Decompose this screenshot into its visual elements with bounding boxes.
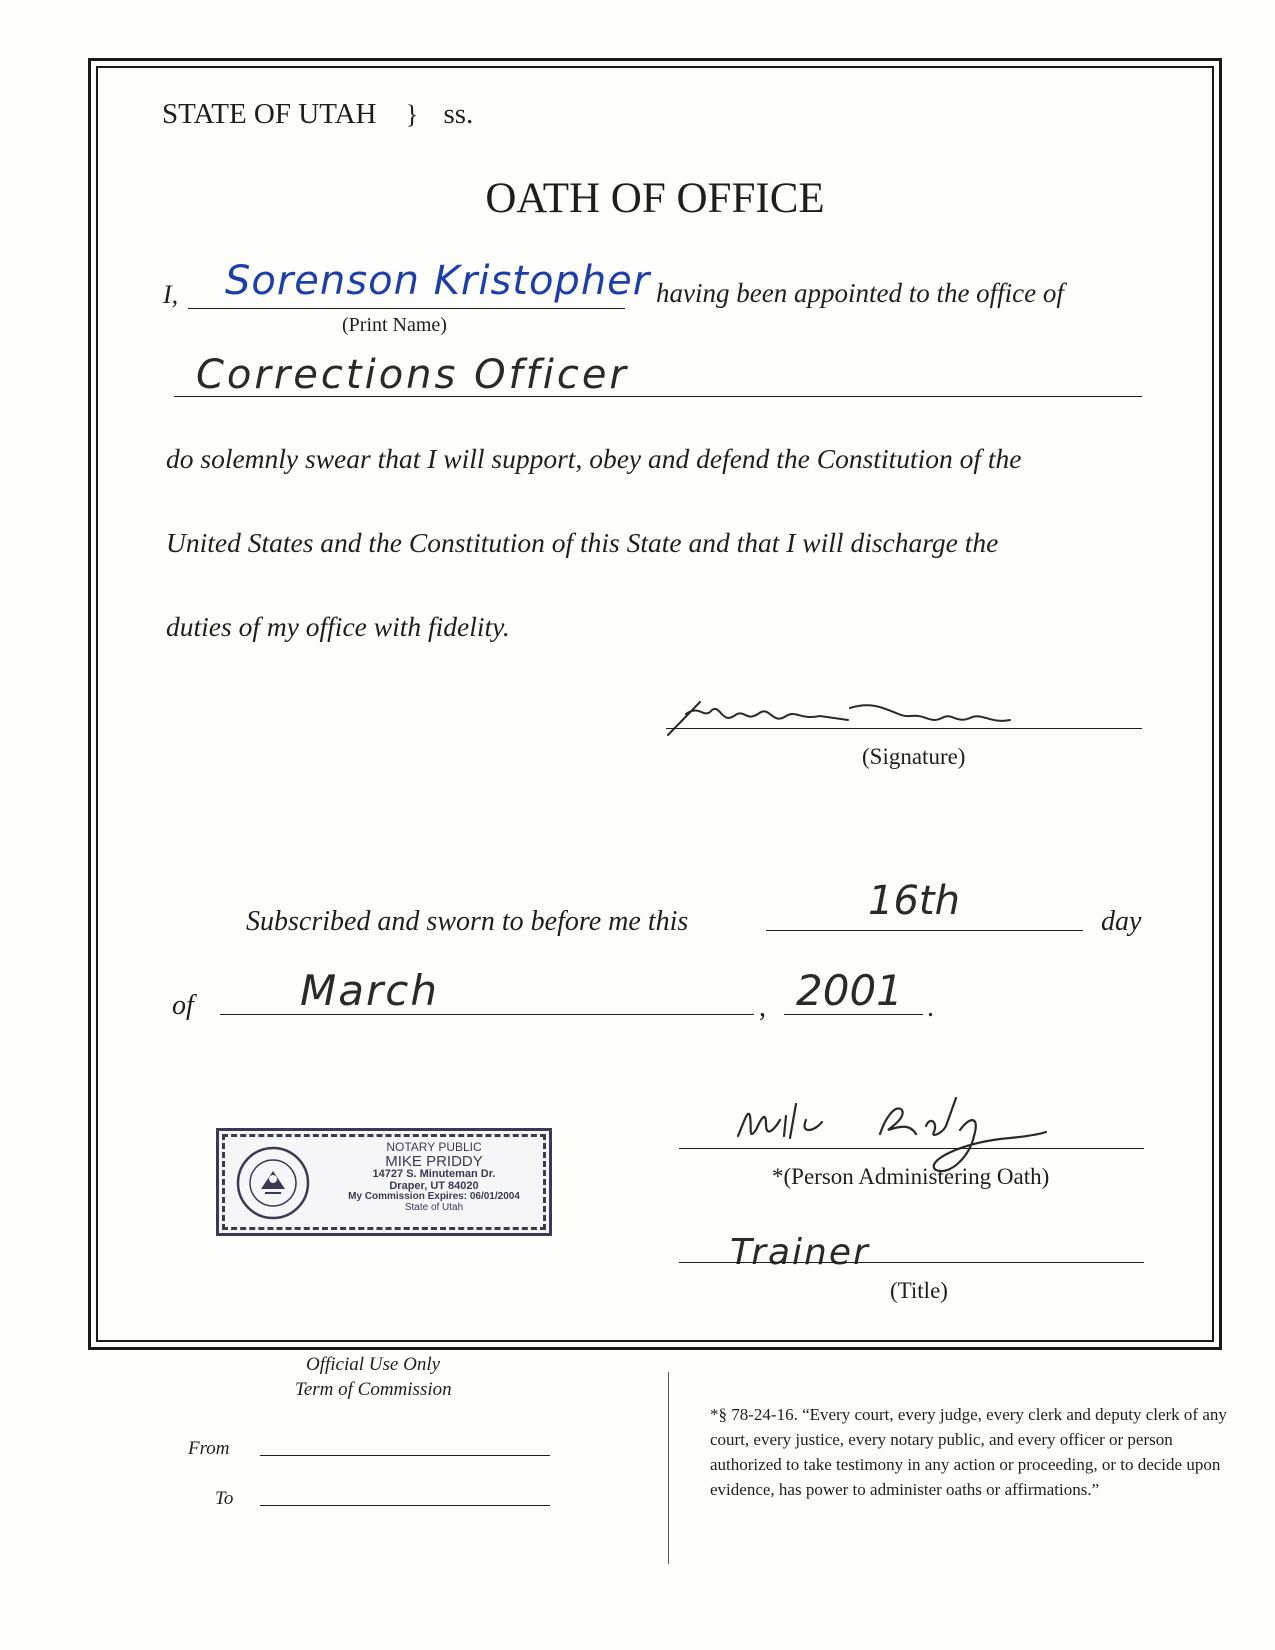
section-divider — [668, 1372, 669, 1564]
print-name-line — [188, 308, 625, 309]
administering-label: *(Person Administering Oath) — [772, 1164, 1050, 1189]
administering-line — [679, 1148, 1144, 1149]
term-of-commission-heading: Term of Commission — [295, 1379, 452, 1400]
office-value: Corrections Officer — [196, 352, 629, 398]
oath-taker-signature — [660, 690, 1040, 745]
from-label: From — [188, 1438, 230, 1459]
stamp-address-1: 14727 S. Minuteman Dr. — [372, 1168, 496, 1181]
month-value: March — [300, 966, 439, 1015]
month-comma: , — [759, 992, 766, 1023]
print-name-value: Sorenson Kristopher — [225, 258, 651, 304]
stamp-title: NOTARY PUBLIC — [386, 1140, 482, 1154]
stamp-commission: My Commission Expires: 06/01/2004 — [348, 1191, 520, 1203]
state-label: STATE OF UTAH — [162, 98, 377, 130]
i-label: I, — [163, 280, 179, 309]
signature-label: (Signature) — [862, 744, 966, 769]
to-label: To — [215, 1488, 234, 1509]
ss-label: ss. — [443, 98, 474, 130]
stamp-state: State of Utah — [404, 1201, 464, 1213]
oath-body-line-3: duties of my office with fidelity. — [166, 611, 510, 642]
oath-body-line-1: do solemnly swear that I will support, obey and defend the Constitution of the — [166, 443, 1022, 474]
title-label: (Title) — [890, 1278, 948, 1303]
signature-line — [666, 728, 1142, 729]
title-line — [679, 1262, 1144, 1263]
notary-stamp — [216, 1128, 552, 1236]
stamp-name: MIKE PRIDDY — [385, 1152, 483, 1170]
stamp-address-2: Draper, UT 84020 — [389, 1179, 479, 1192]
page-title: OATH OF OFFICE — [485, 175, 825, 222]
of-label: of — [172, 990, 194, 1021]
to-line[interactable] — [260, 1505, 550, 1506]
state-seal-icon — [235, 1145, 311, 1221]
oath-body-line-2: United States and the Constitution of this State and that I will discharge the — [166, 527, 999, 558]
state-header — [162, 98, 473, 131]
sworn-text: Subscribed and sworn to before me this — [246, 906, 689, 937]
day-label: day — [1101, 906, 1142, 937]
official-use-heading: Official Use Only — [306, 1354, 441, 1375]
from-line[interactable] — [260, 1455, 550, 1456]
day-value: 16th — [868, 878, 960, 924]
print-name-label: (Print Name) — [342, 314, 447, 336]
appointed-text: having been appointed to the office of — [656, 278, 1064, 308]
day-line — [766, 930, 1083, 931]
year-value: 2001 — [796, 966, 903, 1015]
year-period: . — [927, 992, 934, 1023]
title-value: Trainer — [730, 1232, 870, 1273]
brace: } — [405, 100, 419, 129]
statute-footnote: *§ 78-24-16. “Every court, every judge, every clerk and deputy clerk of any court, every justice, every notary public, and every officer or person authorized to take testimony in any action or proceeding, or to decide upon evidence, has power to administer oaths or affirmations.” — [710, 1405, 1227, 1499]
